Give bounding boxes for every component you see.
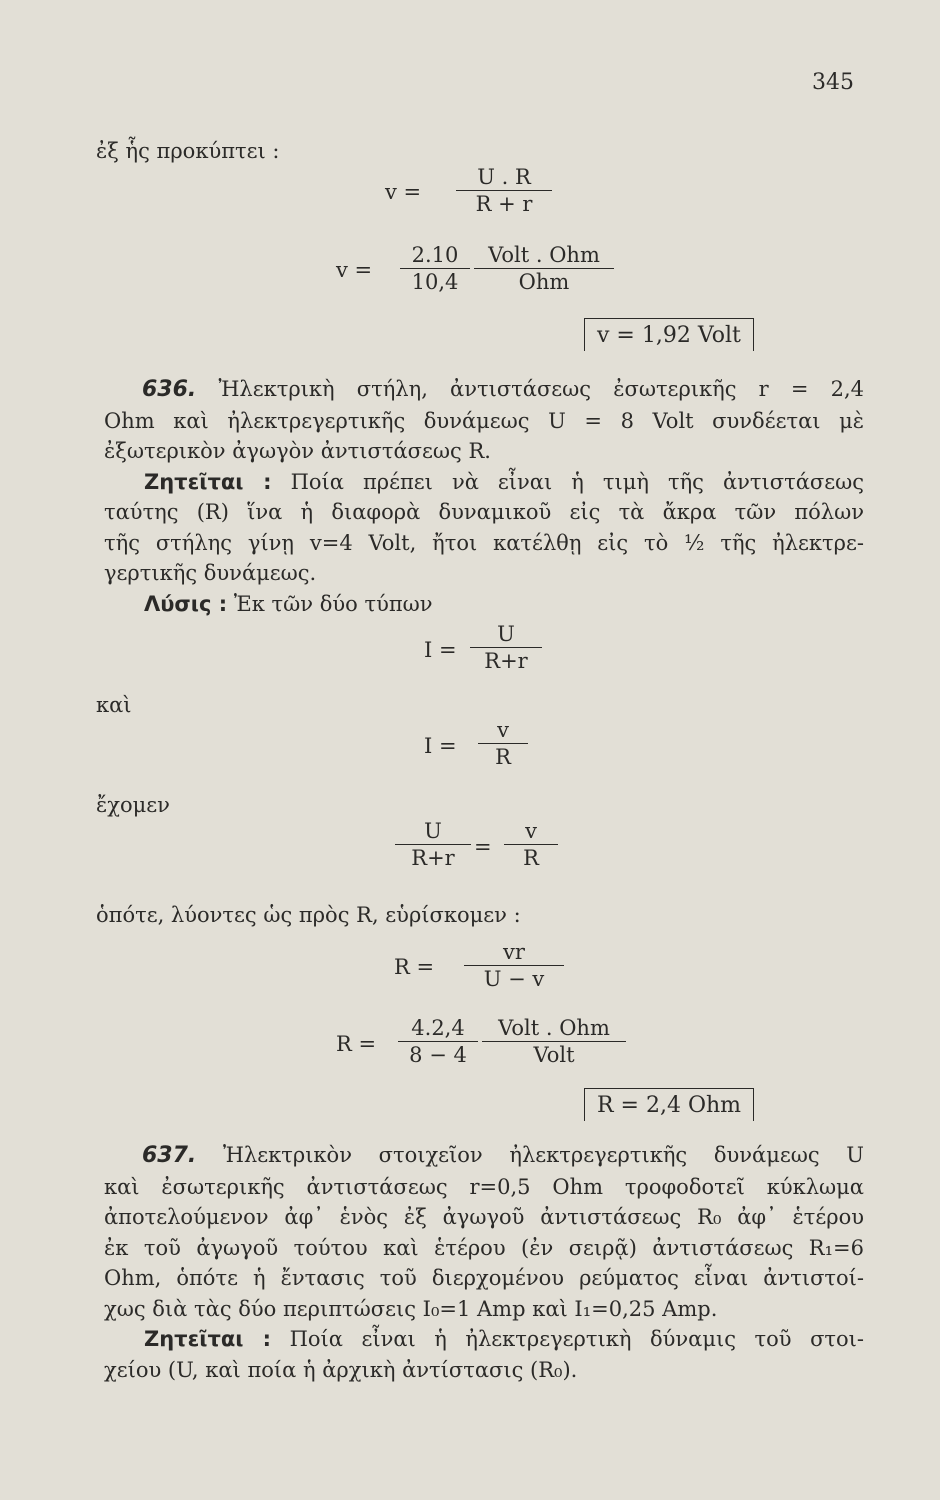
p636-ask-line-2: ταύτης (R) ἵνα ἡ διαφορὰ δυναμικοῦ εἰς τὰ ἄκρα τῶν πόλων bbox=[104, 500, 864, 524]
exomen-text: ἔχομεν bbox=[96, 793, 170, 817]
p636-line-1 bbox=[104, 374, 864, 406]
formula-6-numerator: vr bbox=[503, 940, 525, 964]
result-box-1: v = 1,92 Volt bbox=[584, 318, 754, 351]
opote-text: ὁπότε, λύοντες ὡς πρὸς R, εὑρίσκομεν : bbox=[96, 903, 521, 927]
p636-line-3: ἐξωτερικὸν ἀγωγὸν ἀντιστάσεως R. bbox=[104, 439, 491, 463]
formula-3-fraction bbox=[470, 621, 542, 674]
p636-request-label: Ζητεῖται : bbox=[144, 469, 272, 494]
formula-5-denominator-a: R+r bbox=[395, 844, 471, 871]
problem-636 bbox=[104, 374, 864, 619]
p637-line-3: ἀποτελούμενον ἀφ᾽ ἑνὸς ἐξ ἀγωγοῦ ἀντιστάσεως R₀ ἀφ᾽ ἑτέρου bbox=[104, 1205, 864, 1229]
formula-7-numerator-b: Volt . Ohm bbox=[498, 1016, 610, 1040]
p636-line-2: Ohm καὶ ἠλεκτρεγερτικῆς δυνάμεως U = 8 Volt συνδέεται μὲ bbox=[104, 408, 864, 433]
p636-number: 636. bbox=[142, 377, 197, 402]
result-box-2: R = 2,4 Ohm bbox=[584, 1088, 754, 1121]
p637-number: 637. bbox=[142, 1143, 197, 1168]
formula-5-numerator-a: U bbox=[424, 819, 442, 843]
p637-line-1 bbox=[104, 1140, 864, 1172]
formula-6-fraction bbox=[464, 939, 564, 992]
p636-ask-line-3: τῆς στήλης γίνῃ v=4 Volt, ἤτοι κατέλθῃ εἰς τὸ ½ τῆς ἠλεκτρε- bbox=[104, 530, 864, 555]
formula-2-lhs: v = bbox=[336, 258, 373, 282]
formula-4-lhs: I = bbox=[424, 734, 457, 758]
formula-3-lhs: I = bbox=[424, 638, 457, 662]
formula-4-fraction bbox=[478, 717, 528, 770]
p637-line-5: Ohm, ὁπότε ἡ ἔντασις τοῦ διερχομένου ρεύματος εἶναι ἀντιστοί- bbox=[104, 1266, 864, 1290]
p637-line-6: χως διὰ τὰς δύο περιπτώσεις I₀=1 Amp καὶ I₁=0,25 Amp. bbox=[104, 1296, 718, 1321]
formula-3-denominator: R+r bbox=[470, 647, 542, 674]
formula-7-denominator-b: Volt bbox=[482, 1041, 626, 1068]
formula-2-fraction-a bbox=[400, 242, 470, 295]
formula-1-lhs: v = bbox=[385, 180, 422, 204]
p636-solution-text: Ἐκ τῶν δύο τύπων bbox=[233, 591, 433, 616]
intro-text: ἐξ ἧς προκύπτει : bbox=[96, 139, 280, 163]
p637-line-4: ἐκ τοῦ ἀγωγοῦ τούτου καὶ ἑτέρου (ἐν σειρᾷ) ἀντιστάσεως R₁=6 bbox=[104, 1235, 864, 1260]
p637-line-2: καὶ ἐσωτερικῆς ἀντιστάσεως r=0,5 Ohm τροφοδοτεῖ κύκλωμα bbox=[104, 1174, 864, 1199]
page-number: 345 bbox=[812, 70, 854, 95]
formula-1-denominator: R + r bbox=[456, 190, 552, 217]
kai-text: καὶ bbox=[96, 693, 132, 717]
p636-ask-line-1: Ποία πρέπει νὰ εἶναι ἡ τιμὴ τῆς ἀντιστάσεως bbox=[290, 469, 864, 494]
p637-ask-line-2: χείου (U, καὶ ποία ἡ ἀρχικὴ ἀντίστασις (R₀). bbox=[104, 1357, 578, 1382]
formula-3-numerator: U bbox=[497, 622, 515, 646]
p636-ask-line-4: γερτικῆς δυνάμεως. bbox=[104, 561, 317, 585]
formula-7-lhs: R = bbox=[336, 1032, 377, 1056]
p637-ask-line-1: Ποία εἶναι ἡ ἠλεκτρεγερτικὴ δύναμις τοῦ στοι- bbox=[289, 1327, 864, 1351]
formula-4-numerator: v bbox=[497, 718, 509, 742]
p637-line-1-text: Ἠλεκτρικὸν στοιχεῖον ἠλεκτρεγερτικῆς δυνάμεως U bbox=[222, 1143, 864, 1167]
formula-7-numerator-a: 4.2,4 bbox=[411, 1016, 465, 1040]
formula-2-denominator-b: Ohm bbox=[474, 268, 614, 295]
formula-5-fraction-a bbox=[395, 818, 471, 871]
formula-1-numerator: U . R bbox=[477, 165, 531, 189]
formula-5-equals: = bbox=[474, 835, 492, 859]
p637-request-label: Ζητεῖται : bbox=[144, 1327, 272, 1351]
formula-2-numerator-a: 2.10 bbox=[411, 243, 459, 267]
formula-4-denominator: R bbox=[478, 743, 528, 770]
problem-637 bbox=[104, 1140, 864, 1385]
formula-6-lhs: R = bbox=[394, 955, 435, 979]
formula-2-numerator-b: Volt . Ohm bbox=[488, 243, 600, 267]
formula-5-fraction-b bbox=[504, 818, 558, 871]
formula-5-numerator-b: v bbox=[525, 819, 537, 843]
formula-2-denominator-a: 10,4 bbox=[400, 268, 470, 295]
formula-7-fraction-a bbox=[398, 1015, 478, 1068]
p636-solution-label: Λύσις : bbox=[144, 591, 228, 616]
formula-6-denominator: U − v bbox=[464, 965, 564, 992]
formula-2-fraction-b bbox=[474, 242, 614, 295]
formula-7-fraction-b bbox=[482, 1015, 626, 1068]
formula-7-denominator-a: 8 − 4 bbox=[398, 1041, 478, 1068]
formula-5-denominator-b: R bbox=[504, 844, 558, 871]
formula-1-fraction bbox=[456, 164, 552, 217]
p636-line-1-text: Ἠλεκτρικὴ στήλη, ἀντιστάσεως ἐσωτερικῆς r = 2,4 bbox=[218, 377, 864, 401]
